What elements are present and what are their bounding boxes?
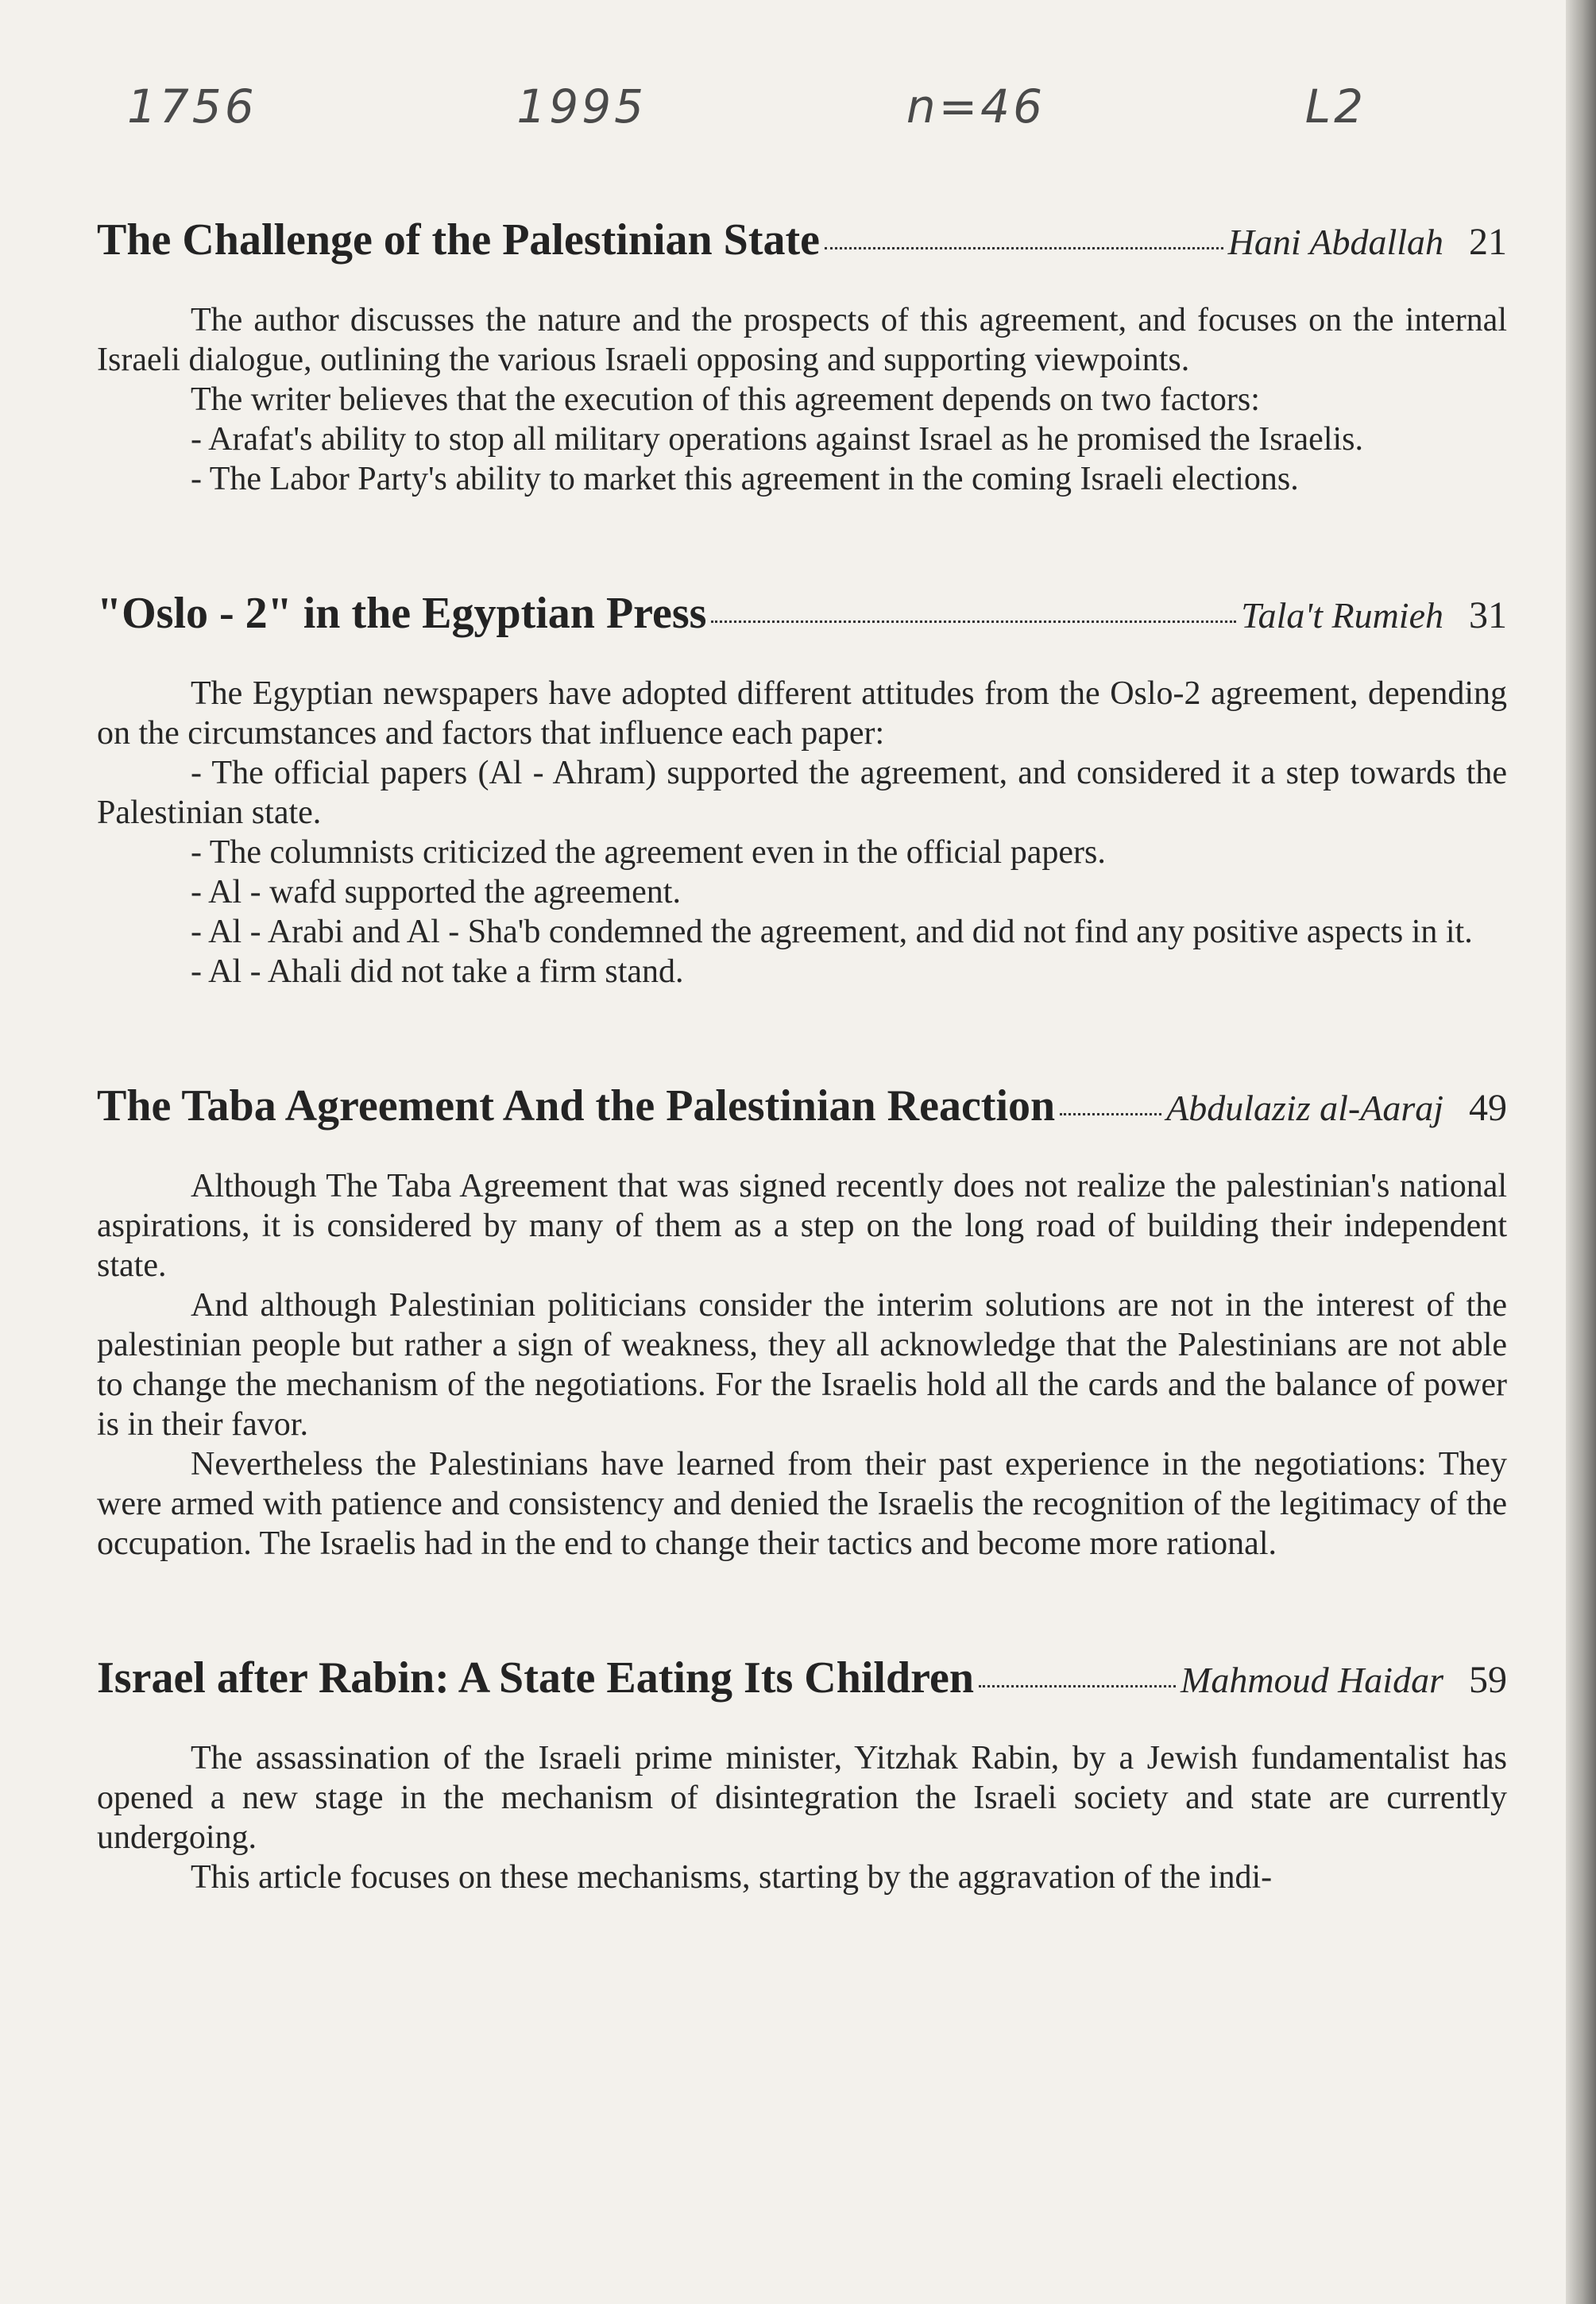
article-abstract [97,300,1507,499]
article-author: Tala't Rumieh [1241,595,1443,636]
article-abstract [97,1738,1507,1897]
page-edge-shadow [1566,0,1596,2304]
article-page-number: 59 [1469,1659,1507,1701]
article-author: Abdulaziz al-Aaraj [1166,1088,1443,1128]
article-abstract [97,674,1507,992]
article-heading [97,1653,1507,1703]
abstract-paragraph: The writer believes that the execution of this agreement depends on two factors: [191,381,1260,418]
article-heading [97,1080,1507,1131]
article-abstract [97,1166,1507,1564]
abstract-paragraph: - The Labor Party's ability to market this agreement in the coming Israeli elections. [191,461,1299,497]
article-page-number: 49 [1469,1087,1507,1129]
abstract-paragraph: - Al - wafd supported the agreement. [191,874,681,910]
abstract-paragraph: Nevertheless the Palestinians have learned from their past experience in the negotiations: They were armed with patience and consistency and denied the Israelis the recognition of the legitimacy of the occupation. The Israelis had in the end to change their tactics and become more rational. [97,1446,1507,1562]
abstract-paragraph: - Al - Ahali did not take a firm stand. [191,953,684,990]
article-page-number: 21 [1469,221,1507,263]
abstract-paragraph: And although Palestinian politicians consider the interim solutions are not in the interest of the palestinian people but rather a sign of weakness, they all acknowledge that the Palestinians are not able to change the mechanism of the negotiations. For the Israelis hold all the cards and the balance of power is in their favor. [97,1287,1507,1443]
abstract-paragraph: - Al - Arabi and Al - Sha'b condemned the agreement, and did not find any positive aspects in it. [191,914,1473,950]
handwritten-note: 1756 [127,79,257,133]
article-title: Israel after Rabin: A State Eating Its Children [97,1653,974,1703]
dot-leader [1060,1113,1161,1115]
abstract-paragraph: The author discusses the nature and the prospects of this agreement, and focuses on the internal Israeli dialogue, outlining the various Israeli opposing and supporting viewpoints. [97,302,1507,378]
handwritten-note: n=46 [906,79,1045,133]
abstract-paragraph: The Egyptian newspapers have adopted different attitudes from the Oslo-2 agreement, depending on the circumstances and factors that influence each paper: [97,675,1507,752]
article-author: Hani Abdallah [1227,222,1443,262]
article-title: The Taba Agreement And the Palestinian Reaction [97,1081,1056,1131]
contents-list [97,215,1507,1897]
article-entry [97,1653,1507,1897]
abstract-paragraph: - The columnists criticized the agreement even in the official papers. [191,834,1106,871]
dot-leader [711,620,1236,623]
abstract-paragraph: The assassination of the Israeli prime minister, Yitzhak Rabin, by a Jewish fundamentalist has opened a new stage in the mechanism of disintegration the Israeli society and state are currently undergoing. [97,1740,1507,1856]
article-author: Mahmoud Haidar [1181,1660,1443,1700]
article-title: The Challenge of the Palestinian State [97,215,820,265]
article-heading [97,588,1507,639]
article-entry [97,215,1507,499]
dot-leader [825,247,1223,249]
handwritten-note: 1995 [516,79,647,133]
abstract-paragraph: Although The Taba Agreement that was signed recently does not realize the palestinian's national aspirations, it is considered by many of them as a step on the long road of building their independent state. [97,1168,1507,1284]
article-title: "Oslo - 2" in the Egyptian Press [97,589,707,638]
abstract-paragraph: This article focuses on these mechanisms, starting by the aggravation of the indi- [191,1859,1273,1896]
abstract-paragraph: - Arafat's ability to stop all military operations against Israel as he promised the Israelis. [191,421,1364,458]
abstract-paragraph: - The official papers (Al - Ahram) supported the agreement, and considered it a step towards the Palestinian state. [97,755,1507,831]
article-entry [97,1080,1507,1564]
article-page-number: 31 [1469,594,1507,636]
article-heading [97,215,1507,265]
handwritten-notes [127,79,1366,133]
article-entry [97,588,1507,992]
handwritten-note: L2 [1304,79,1366,133]
dot-leader [979,1685,1176,1687]
